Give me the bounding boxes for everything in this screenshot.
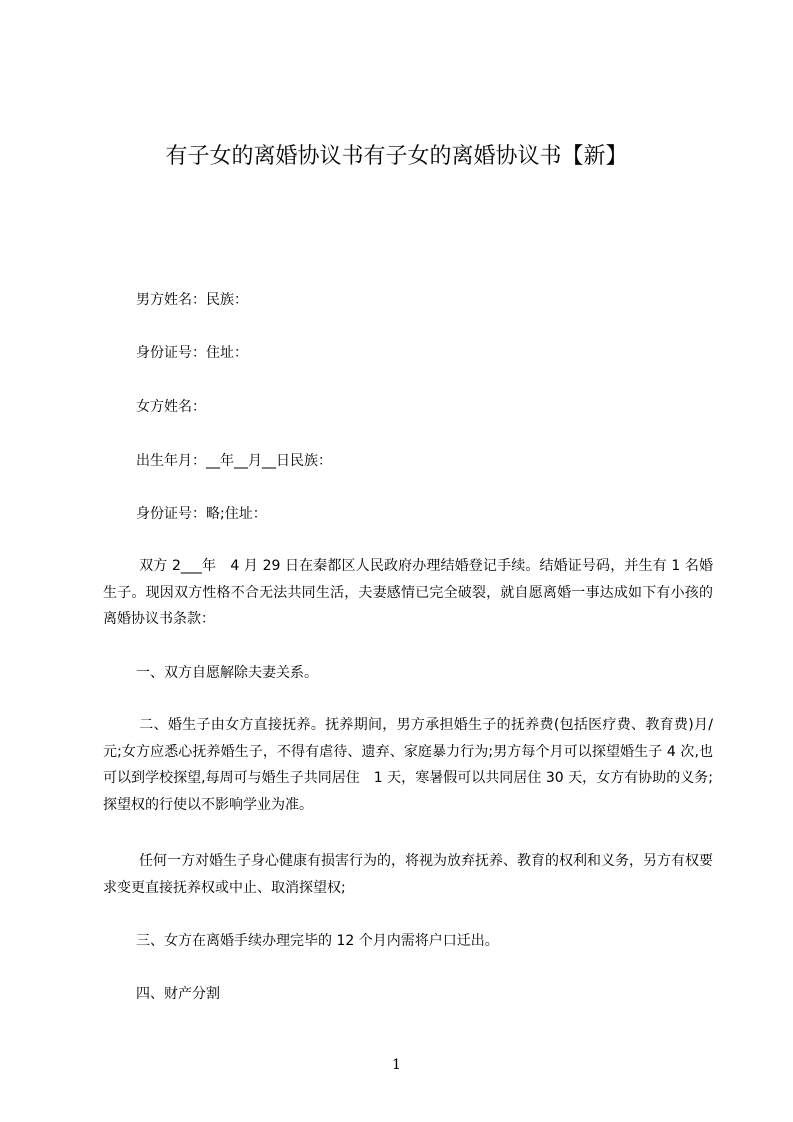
intro-paragraph <box>103 553 713 633</box>
clause-4: 四、财产分割 <box>136 986 220 1002</box>
male-id-field: 身份证号：住址： <box>136 345 248 361</box>
page-number: 1 <box>392 1057 401 1073</box>
intro-text: 双方 2___年 4 月 29 日在秦都区人民政府办理结婚登记手续。结婚证号码，并生有 1 名婚生子。现因双方性格不合无法共同生活，夫妻感情已完全破裂，就自愿离婚一事达成如下有小孩的离婚协议书条款： <box>103 558 713 627</box>
clause-1: 一、双方自愿解除夫妻关系。 <box>136 665 318 681</box>
female-name-field: 女方姓名： <box>136 399 206 415</box>
clause-3: 三、女方在离婚手续办理完毕的 12 个月内需将户口迁出。 <box>136 933 499 949</box>
clause-2-note-text: 任何一方对婚生子身心健康有损害行为的，将视为放弃抚养、教育的权利和义务，另方有权要求变更直接抚养权或中止、取消探望权; <box>103 853 713 896</box>
male-name-field: 男方姓名：民族： <box>136 292 248 308</box>
clause-2-note-paragraph <box>103 848 713 901</box>
clause-2-text: 二、婚生子由女方直接抚养。抚养期间，男方承担婚生子的抚养费(包括医疗费、教育费)月/元;女方应悉心抚养婚生子，不得有虐待、遗弃、家庭暴力行为;男方每个月可以探望婚生子 4 次,也可以到学校探望,每周可与婚生子共同居住 1 天，寒暑假可以共同居住 30 天，女方有协助的义务;探望权的行使以不影响学业为准。 <box>103 717 713 813</box>
female-birth-field: 出生年月：__年__月__日民族： <box>136 453 332 469</box>
female-id-field: 身份证号：略;住址： <box>136 506 267 522</box>
document-title: 有子女的离婚协议书有子女的离婚协议书【新】 <box>165 144 628 169</box>
clause-2-paragraph <box>103 712 713 818</box>
